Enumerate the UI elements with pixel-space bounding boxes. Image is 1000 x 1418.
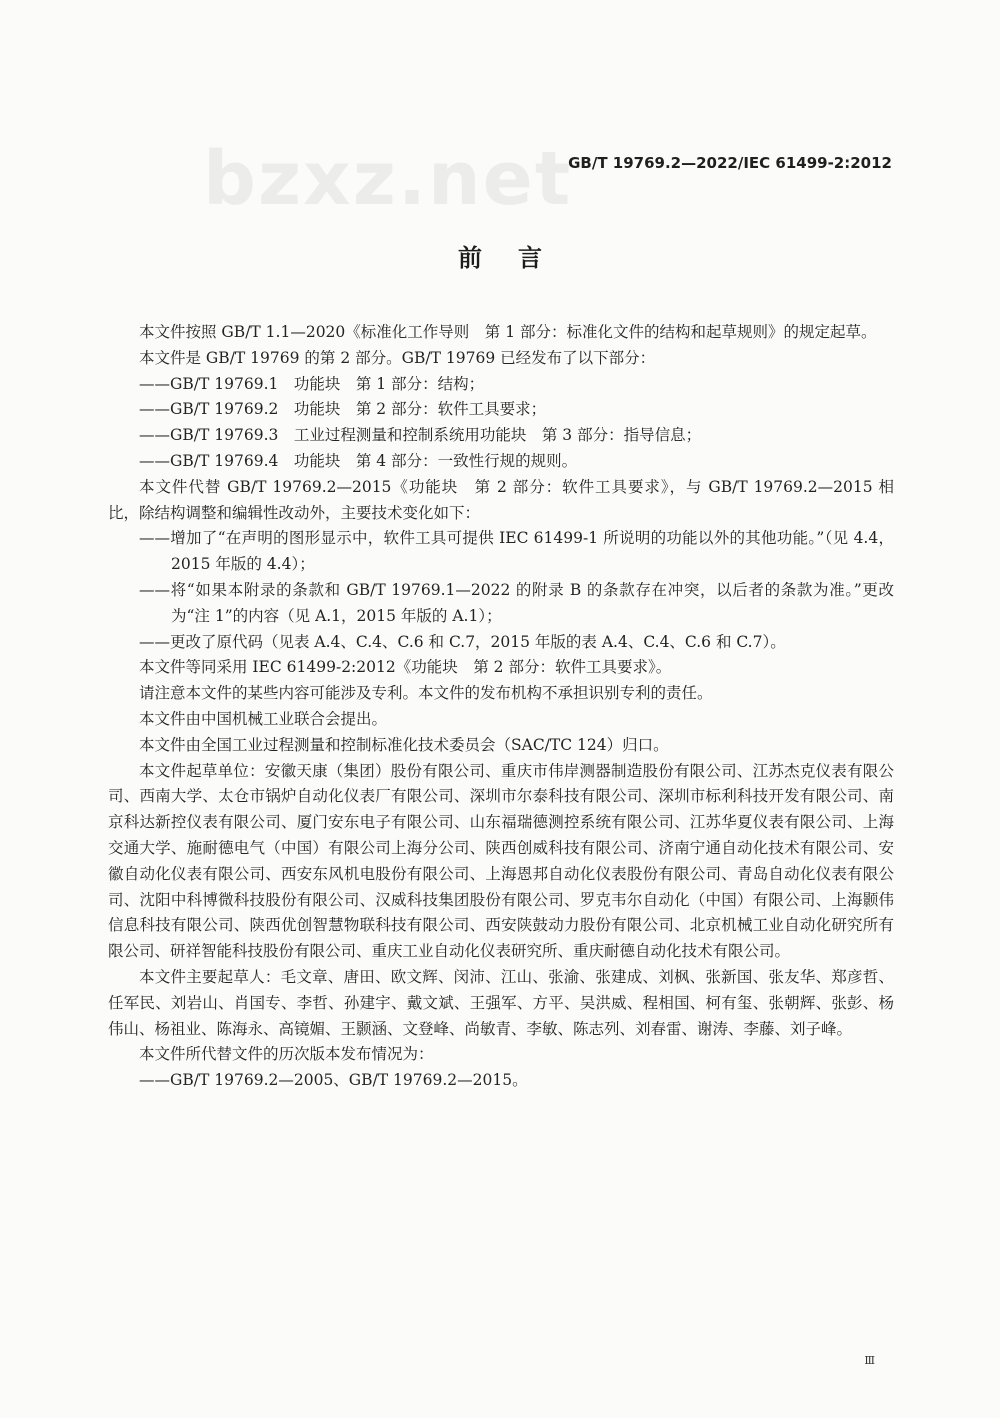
standard-number: GB/T 19769.2—2022/IEC 61499-2:2012 xyxy=(568,154,892,172)
list-item-part-3: ——GB/T 19769.3 工业过程测量和控制系统用功能块 第 3 部分：指导信息； xyxy=(139,426,702,445)
paragraph-drafting-rules: 本文件按照 GB/T 1.1—2020《标准化工作导则 第 1 部分：标准化文件的结构和起草规则》的规定起草。 xyxy=(139,323,877,341)
page-title: 前言 xyxy=(458,243,578,272)
paragraph-proposer: 本文件由中国机械工业联合会提出。 xyxy=(139,709,388,728)
paragraph-drafting-units: 本文件起草单位：安徽天康（集团）股份有限公司、重庆市伟岸测器制造股份有限公司、江苏杰克仪表有限公司、西南大学、太仓市锅炉自动化仪表厂有限公司、深圳市尔泰科技有限公司、深圳市标利科技开发有限公司、南京科达新控仪表有限公司、厦门安东电子有限公司、山东福瑞德测控系统有限公司、江苏华夏仪表有限公司、上海交通大学、施耐德电气（中国）有限公司上海分公司、陕西创威科技有限公司、济南宁通自动化技术有限公司、安徽自动化仪表有限公司、西安东风机电股份有限公司、上海恩邦自动化仪表股份有限公司、青岛自动化仪表有限公司、沈阳中科博微科技股份有限公司、汉威科技集团股份有限公司、罗克韦尔自动化（中国）有限公司、上海颢伟信息科技有限公司、陕西优创智慧物联科技有限公司、西安陕鼓动力股份有限公司、北京机械工业自动化研究所有限公司、研祥智能科技股份有限公司、重庆工业自动化仪表研究所、重庆耐德自动化技术有限公司。 xyxy=(108,761,894,961)
paragraph-part-intro: 本文件是 GB/T 19769 的第 2 部分。GB/T 19769 已经发布了以下部分： xyxy=(139,348,656,367)
preface-body xyxy=(108,320,894,1094)
list-item-part-1: ——GB/T 19769.1 功能块 第 1 部分：结构； xyxy=(139,374,485,393)
list-item-history: ——GB/T 19769.2—2005、GB/T 19769.2—2015。 xyxy=(139,1071,528,1090)
paragraph-equivalence: 本文件等同采用 IEC 61499-2:2012《功能块 第 2 部分：软件工具要求》。 xyxy=(139,658,672,677)
paragraph-drafters: 本文件主要起草人：毛文章、唐田、欧文辉、闵沛、江山、张渝、张建成、刘枫、张新国、张友华、郑彦哲、任军民、刘岩山、肖国专、李哲、孙建宇、戴文斌、王强军、方平、吴洪威、程相国、柯有玺、张朝辉、张彭、杨伟山、杨祖业、陈海永、高镜媚、王颢涵、文登峰、尚敏青、李敏、陈志列、刘春雷、谢涛、李藤、刘子峰。 xyxy=(108,967,894,1038)
paragraph-patent-notice: 请注意本文件的某些内容可能涉及专利。本文件的发布机构不承担识别专利的责任。 xyxy=(139,684,713,703)
page-number: Ⅲ xyxy=(864,1354,875,1367)
paragraph-history-intro: 本文件所代替文件的历次版本发布情况为： xyxy=(139,1045,434,1064)
list-item-part-4: ——GB/T 19769.4 功能块 第 4 部分：一致性行规的规则。 xyxy=(139,451,578,470)
list-item-change-1: ——增加了“在声明的图形显示中，软件工具可提供 IEC 61499-1 所说明的功能以外的其他功能。”（见 4.4，2015 年版的 4.4）； xyxy=(139,529,894,574)
list-item-change-2: ——将“如果本附录的条款和 GB/T 19769.1—2022 的附录 B 的条款存在冲突，以后者的条款为准。”更改为“注 1”的内容（见 A.1，2015 年版的 A.1）； xyxy=(139,580,894,625)
paragraph-replacement: 本文件代替 GB/T 19769.2—2015《功能块 第 2 部分：软件工具要求》，与 GB/T 19769.2—2015 相比，除结构调整和编辑性改动外，主要技术变化如下： xyxy=(108,477,894,522)
list-item-part-2: ——GB/T 19769.2 功能块 第 2 部分：软件工具要求； xyxy=(139,400,547,419)
paragraph-committee: 本文件由全国工业过程测量和控制标准化技术委员会（SAC/TC 124）归口。 xyxy=(139,735,669,754)
watermark: bzxz.net xyxy=(203,136,573,222)
list-item-change-3: ——更改了原代码（见表 A.4、C.4、C.6 和 C.7，2015 年版的表 A.4、C.4、C.6 和 C.7）。 xyxy=(139,632,786,651)
